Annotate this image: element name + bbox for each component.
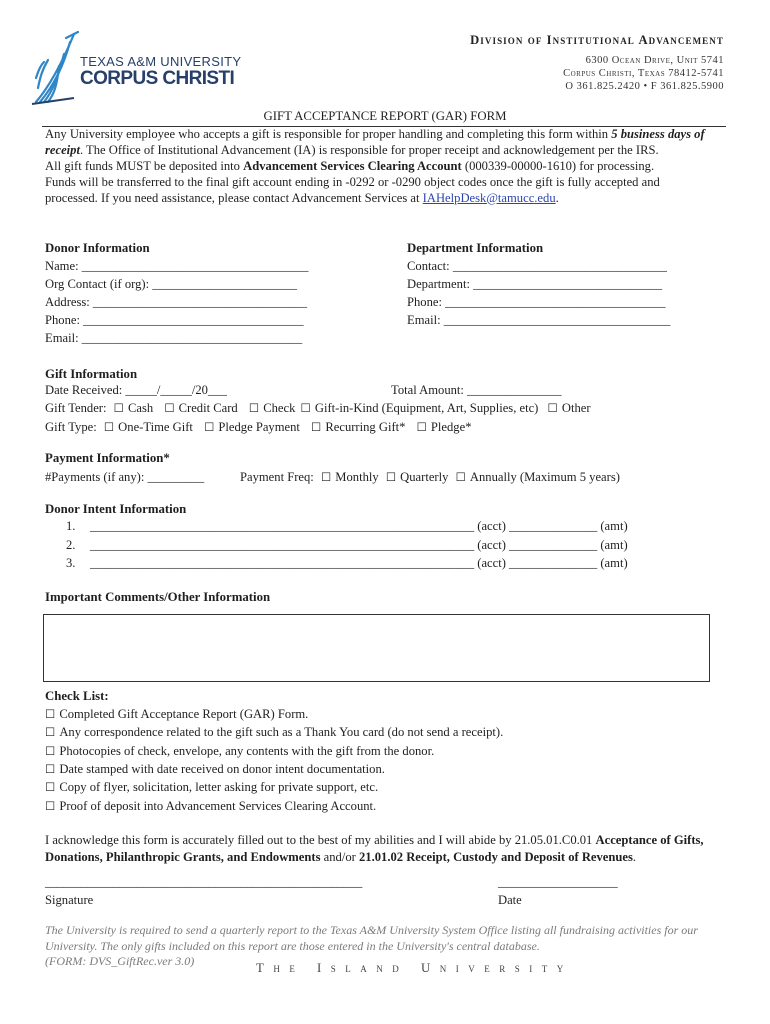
- address-line-2: Corpus Christi, Texas 78412-5741: [563, 68, 724, 79]
- footer-note-text: The University is required to send a quarterly report to the Texas A&M University System Office listing all fundraising activities for our University. The only gifts included on this report are those entered in the University's central database.: [45, 923, 698, 953]
- donor-address-field[interactable]: Address: __________________________________: [45, 295, 308, 309]
- intro-text-part: (000339-00000-1610) for processing.: [461, 158, 655, 173]
- tender-gift-in-kind-checkbox[interactable]: ☐ Gift-in-Kind (Equipment, Art, Supplies, etc): [301, 401, 539, 415]
- intro-text-part: Funds will be transferred to the final gift account ending in -0292 or -0290 object codes once the gift is fully accepted and processed. If you need assistance, please contact Advancement Services at: [45, 174, 660, 205]
- date-label: Date: [498, 893, 522, 907]
- date-received-field[interactable]: Date Received: _____/_____/20___: [45, 383, 227, 397]
- payment-freq-row: [240, 470, 620, 485]
- intro-text-part: Any University employee who accepts a gift is responsible for proper handling and completing this form within: [45, 127, 612, 141]
- payment-freq-label: Payment Freq:: [240, 470, 314, 484]
- ack-text-part: .: [632, 850, 637, 864]
- dept-phone-field[interactable]: Phone: ___________________________________: [407, 295, 666, 309]
- tender-credit-card-checkbox[interactable]: ☐ Credit Card: [164, 401, 237, 415]
- tender-cash-checkbox[interactable]: ☐ Cash: [114, 401, 154, 415]
- gift-tender-row: [45, 401, 591, 416]
- intro-text-part: All gift funds MUST be deposited into: [45, 158, 244, 173]
- intent-row-number: 2.: [66, 538, 76, 552]
- donor-name-field[interactable]: Name: ____________________________________: [45, 259, 309, 273]
- policy-reference: 21.01.02 Receipt, Custody and Deposit of Revenues: [358, 850, 633, 864]
- logo-campus-name: CORPUS CHRISTI: [80, 68, 235, 89]
- clearing-account-name: Advancement Services Clearing Account: [243, 158, 462, 173]
- checklist-item[interactable]: ☐ Date stamped with date received on donor intent documentation.: [45, 762, 385, 777]
- payment-info-heading: Payment Information*: [45, 451, 170, 465]
- type-pledge-payment-checkbox[interactable]: ☐ Pledge Payment: [204, 420, 300, 434]
- type-recurring-checkbox[interactable]: ☐ Recurring Gift*: [311, 420, 405, 434]
- checklist-item[interactable]: ☐ Proof of deposit into Advancement Services Clearing Account.: [45, 799, 376, 814]
- form-title: GIFT ACCEPTANCE REPORT (GAR) FORM: [263, 109, 507, 123]
- form-version: (FORM: DVS_GiftRec.ver 3.0): [45, 954, 195, 969]
- signature-line[interactable]: ____________________________________________________: [45, 875, 363, 889]
- freq-quarterly-checkbox[interactable]: ☐ Quarterly: [386, 470, 449, 484]
- checklist-item[interactable]: ☐ Photocopies of check, envelope, any contents with the gift from the donor.: [45, 744, 434, 759]
- freq-annually-checkbox[interactable]: ☐ Annually (Maximum 5 years): [456, 470, 620, 484]
- checklist-heading: Check List:: [45, 689, 109, 703]
- donor-phone-field[interactable]: Phone: ___________________________________: [45, 313, 304, 327]
- donor-info-heading: Donor Information: [45, 241, 150, 255]
- donor-email-field[interactable]: Email: ___________________________________: [45, 331, 303, 345]
- number-of-payments-field[interactable]: #Payments (if any): _________: [45, 470, 205, 484]
- policy-reference: Acceptance of Gifts, Donations, Philanthropic Grants, and Endowments: [45, 833, 704, 864]
- total-amount-field[interactable]: Total Amount: _______________: [391, 383, 562, 397]
- division-title: Division of Institutional Advancement: [470, 33, 724, 47]
- intent-row-number: 1.: [66, 519, 76, 533]
- intent-row-line[interactable]: _____________________________________________________________ (acct) ______________ (amt): [90, 538, 628, 552]
- comments-heading: Important Comments/Other Information: [45, 590, 271, 604]
- tender-other-checkbox[interactable]: ☐ Other: [548, 401, 591, 415]
- dept-name-field[interactable]: Department: ______________________________: [407, 277, 662, 291]
- intro-text-part: .: [555, 190, 559, 205]
- logo-university-name: TEXAS A&M UNIVERSITY: [80, 54, 242, 69]
- dept-contact-field[interactable]: Contact: __________________________________: [407, 259, 667, 273]
- intent-row-line[interactable]: _____________________________________________________________ (acct) ______________ (amt): [90, 519, 628, 533]
- checklist-item[interactable]: ☐ Copy of flyer, solicitation, letter asking for private support, etc.: [45, 780, 378, 795]
- comments-textarea[interactable]: [43, 614, 710, 682]
- intro-text-part: . The Office of Institutional Advancement (IA) is responsible for proper receipt and acknowledgement per the IRS.: [79, 142, 659, 157]
- donor-org-contact-field[interactable]: Org Contact (if org): _______________________: [45, 277, 298, 291]
- type-one-time-checkbox[interactable]: ☐ One-Time Gift: [104, 420, 193, 434]
- intro-text: [45, 127, 715, 207]
- intent-row-number: 3.: [66, 556, 76, 570]
- deadline-emphasis: 5 business days of receipt: [45, 127, 705, 157]
- ack-text-part: I acknowledge this form is accurately filled out to the best of my abilities and I will abide by 21.05.01.C0.01: [45, 833, 596, 847]
- checklist-item[interactable]: ☐ Completed Gift Acceptance Report (GAR) Form.: [45, 707, 308, 722]
- helpdesk-email-link[interactable]: IAHelpDesk@tamucc.edu: [422, 190, 556, 205]
- gift-tender-label: Gift Tender:: [45, 401, 107, 415]
- signature-label: Signature: [45, 893, 94, 907]
- freq-monthly-checkbox[interactable]: ☐ Monthly: [321, 470, 379, 484]
- checklist-item[interactable]: ☐ Any correspondence related to the gift such as a Thank You card (do not send a receipt).: [45, 725, 503, 740]
- type-pledge-checkbox[interactable]: ☐ Pledge*: [417, 420, 472, 434]
- tender-check-checkbox[interactable]: ☐ Check: [249, 401, 296, 415]
- gift-type-row: [45, 420, 472, 435]
- tamucc-logo-icon: [30, 28, 82, 106]
- intent-row-line[interactable]: _____________________________________________________________ (acct) ______________ (amt): [90, 556, 628, 570]
- ack-text-part: and/or: [320, 850, 359, 864]
- acknowledgement-text: [45, 832, 715, 866]
- gift-type-label: Gift Type:: [45, 420, 97, 434]
- address-line-1: 6300 Ocean Drive, Unit 5741: [585, 55, 724, 66]
- gift-info-heading: Gift Information: [45, 367, 138, 381]
- island-university-tagline: The Island University: [256, 961, 573, 975]
- dept-email-field[interactable]: Email: ____________________________________: [407, 313, 671, 327]
- date-line[interactable]: ___________________: [498, 875, 618, 889]
- donor-intent-heading: Donor Intent Information: [45, 502, 187, 516]
- phone-fax-line: O 361.825.2420 • F 361.825.5900: [565, 81, 724, 92]
- department-info-heading: Department Information: [407, 241, 544, 255]
